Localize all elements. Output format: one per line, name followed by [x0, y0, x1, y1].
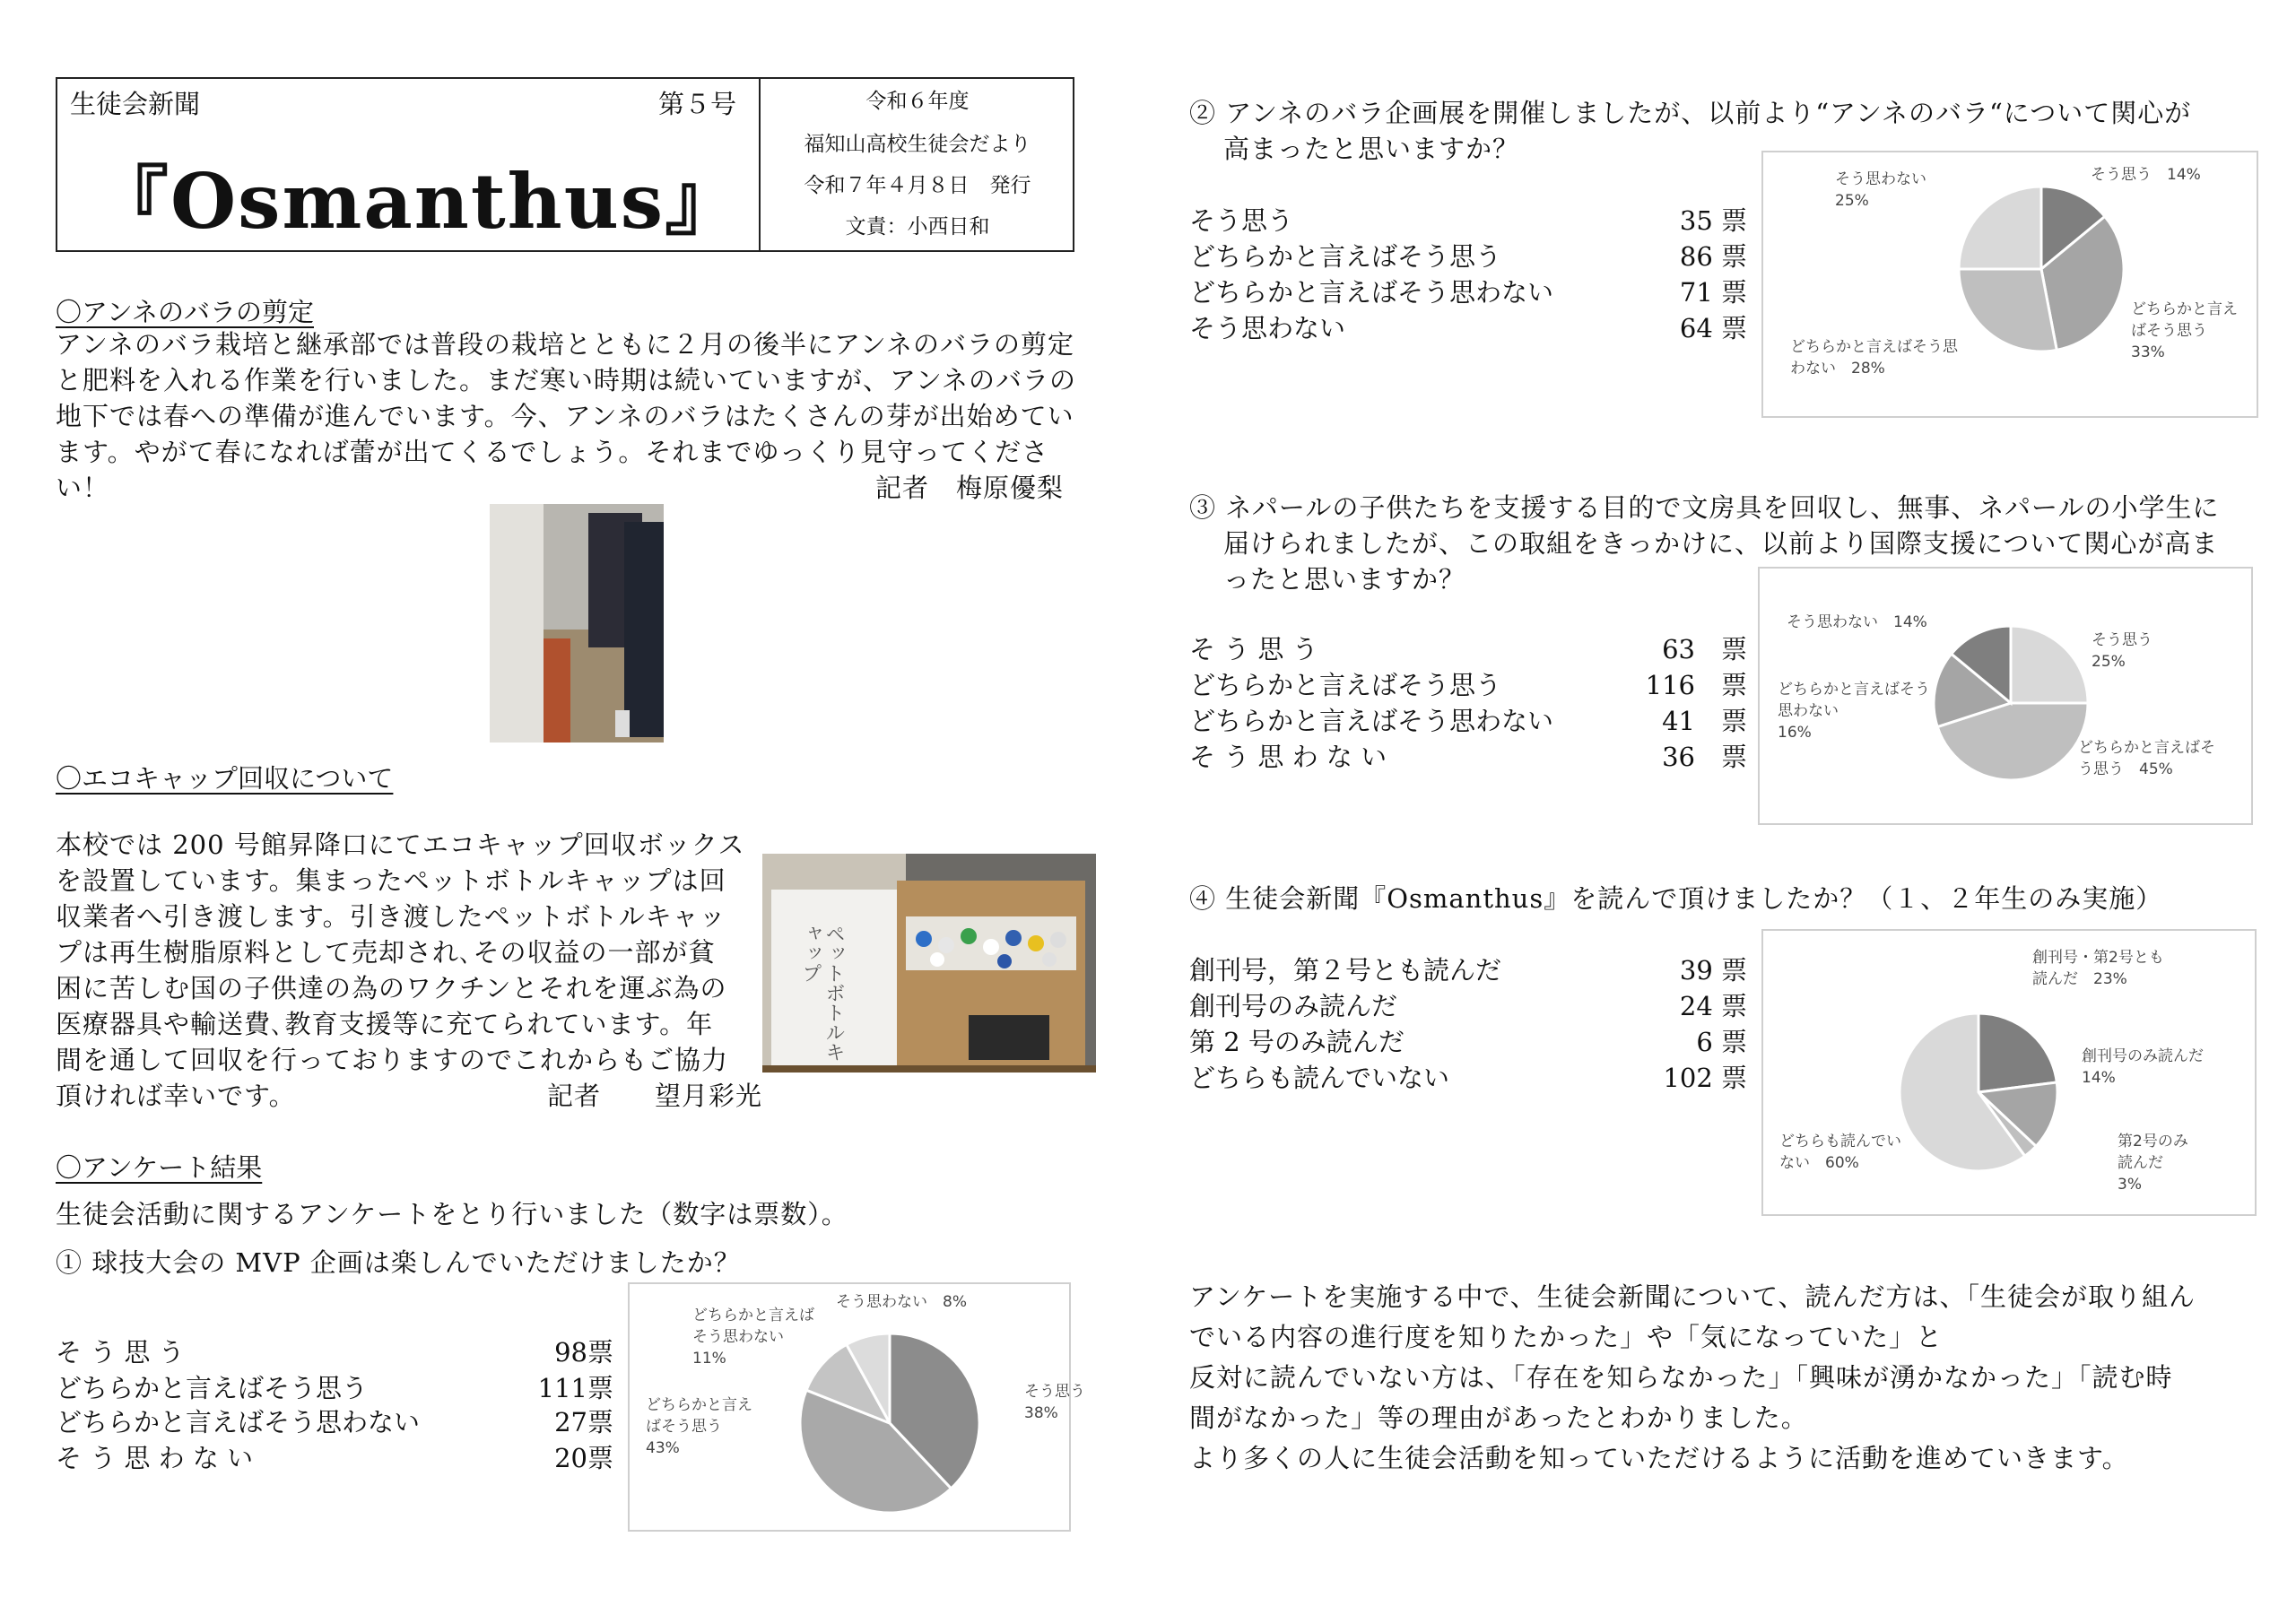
pie-slice-0 [2011, 626, 2088, 703]
pie-label-2: どちらかと言えばそう思わない 16% [1778, 681, 1930, 742]
q4-label-1: 創刊号のみ読んだ [1189, 991, 1398, 1021]
q3-chart [1758, 567, 2253, 825]
rose-photo-pruning [490, 504, 664, 743]
ecocap-line: 本校では 200 号館昇降口にてエコキャップ回収ボックス [56, 829, 745, 860]
ecocap-line: 医療器具や輸送費､教育支援等に充てられています。年 [56, 1009, 714, 1039]
q3-question-line: ③ ネパールの子供たちを支援する目的で文房具を回収し、無事、ネパールの小学生に [1189, 492, 2220, 523]
survey-heading: 〇アンケート結果 [56, 1152, 263, 1183]
q3-question-line: ったと思いますか？ [1223, 564, 1466, 595]
q1-pie [630, 1284, 1085, 1530]
q1-chart [628, 1282, 1085, 1532]
issue-number: 第５号 [658, 89, 737, 119]
q1-count-3: 20票 [554, 1443, 613, 1473]
q1-count-1: 111票 [537, 1373, 613, 1403]
q3-question-line: 届けられましたが、この取組をきっかけに、以前より国際支援について関心が高ま [1223, 528, 2219, 559]
q4-count-3: 102 票 [1663, 1063, 1747, 1093]
q3-count-1: 116 票 [1645, 670, 1747, 700]
q2-count-0: 35 票 [1679, 205, 1747, 236]
rose-line: と肥料を入れる作業を行いました。まだ寒い時期は続いていますが、アンネのバラの [56, 365, 1076, 395]
q2-count-2: 71 票 [1679, 277, 1747, 308]
masthead [56, 77, 1074, 252]
pie-label-0: そう思う 14% [2091, 166, 2201, 184]
conclusion-line: 反対に読んでいない方は、「存在を知らなかった」「興味が湧かなかった」「読む時 [1189, 1362, 2173, 1393]
q2-label-2: どちらかと言えばそう思わない [1189, 277, 1554, 308]
rose-line: 地下では春への準備が進んでいます。今、アンネのバラはたくさんの芽が出始めてい [56, 401, 1074, 431]
q2-chart [1761, 151, 2258, 418]
q3-count-0: 63 票 [1662, 634, 1747, 664]
survey-conclusion [1189, 1277, 2274, 1479]
conclusion-line: アンケートを実施する中で、生徒会新聞について、読んだ方は、「生徒会が取り組ん [1189, 1281, 2196, 1312]
masthead-author: 文責：小西日和 [845, 215, 990, 239]
conclusion-line: 間がなかった」等の理由があったとわかりました。 [1189, 1403, 1808, 1433]
q4-question: ④ 生徒会新聞『Osmanthus』を読んで頂けましたか？（１、２年生のみ実施） [1189, 883, 2163, 914]
ecocap-line: を設置しています。集まったペットボトルキャップは回 [56, 865, 726, 896]
q2-question-line: 高まったと思いますか？ [1223, 134, 1520, 164]
pie-label-3: そう思わない 25% [1835, 170, 1926, 210]
ecocap-heading: 〇エコキャップ回収について [56, 763, 394, 794]
q4-label-0: 創刊号，第２号とも読んだ [1189, 955, 1502, 986]
pie-label-2: どちらかと言えばそう思わない 28% [1790, 338, 1958, 378]
q2-label-3: そう思わない [1189, 313, 1346, 343]
conclusion-line: より多くの人に生徒会活動を知っていただけるように活動を進めていきます。 [1189, 1443, 2129, 1473]
pie-label-1: 創刊号のみ読んだ 14% [2082, 1047, 2204, 1087]
q3-label-1: どちらかと言えばそう思う [1189, 670, 1502, 700]
ecocap-body [56, 827, 764, 1114]
pie-label-2: 第2号のみ読んだ 3% [2118, 1133, 2188, 1194]
q3-label-0: そ う 思 う [1189, 634, 1318, 664]
q4-count-2: 6 票 [1696, 1027, 1747, 1057]
masthead-year: 令和６年度 [865, 90, 970, 113]
pie-label-0: そう思う 25% [2092, 631, 2152, 671]
q4-pie [1763, 931, 2255, 1214]
q4-chart [1761, 929, 2257, 1216]
q1-question: ① 球技大会の MVP 企画は楽しんでいただけましたか？ [56, 1247, 741, 1278]
q4-label-3: どちらも読んでいない [1189, 1063, 1450, 1093]
rose-line: い！ [56, 473, 110, 503]
rose-line: アンネのバラ栽培と継承部では普段の栽培とともに２月の後半にアンネのバラの剪定 [56, 329, 1074, 360]
q3-count-3: 36 票 [1662, 742, 1747, 772]
pie-label-1: どちらかと言えばそう思う 45% [2078, 739, 2215, 778]
masthead-date: 令和７年４月８日 発行 [804, 174, 1031, 197]
q1-label-3: そ う 思 わ な い [56, 1443, 254, 1473]
q1-label-2: どちらかと言えばそう思わない [56, 1407, 421, 1437]
ecocap-line: プは再生樹脂原料として売却され､その収益の一部が貧 [56, 937, 716, 968]
q3-count-2: 41 票 [1662, 706, 1747, 736]
conclusion-line: でいる内容の進行度を知りたかった」や「気になっていた」と [1189, 1322, 1944, 1352]
ecocap-line: 困に苦しむ国の子供達の為のワクチンとそれを運ぶ為の [56, 973, 727, 1003]
pie-label-2: どちらかと言えばそう思わない 11% [692, 1307, 814, 1368]
pie-label-3: どちらも読んでいない 60% [1779, 1133, 1901, 1172]
q1-count-0: 98票 [554, 1337, 613, 1368]
q3-label-3: そ う 思 わ な い [1189, 742, 1387, 772]
pie-slice-2 [1959, 269, 2057, 352]
q3-label-2: どちらかと言えばそう思わない [1189, 706, 1554, 736]
q4-label-2: 第 2 号のみ読んだ [1189, 1027, 1405, 1057]
pie-slice-3 [1959, 187, 2041, 269]
rose-photo-group [126, 504, 405, 692]
q3-pie [1760, 569, 2251, 823]
q2-label-1: どちらかと言えばそう思う [1189, 241, 1502, 272]
newspaper-title: 『Osmanthus』 [93, 157, 743, 246]
rose-reporter: 記者 梅原優梨 [875, 473, 1065, 503]
ecocap-photo [762, 854, 1096, 1073]
q1-label-0: そ う 思 う [56, 1337, 185, 1368]
q2-label-0: そう思う [1189, 205, 1294, 236]
ecocap-line: 収業者へ引き渡します。引き渡したペットボトルキャッ [56, 901, 726, 932]
q1-label-1: どちらかと言えばそう思う [56, 1373, 369, 1403]
pie-label-0: 創刊号・第2号とも読んだ 23% [2032, 949, 2164, 988]
ecocap-line: 頂ければ幸いです。 [56, 1081, 296, 1111]
pie-label-1: どちらかと言えばそう思う 43% [646, 1396, 752, 1457]
rose-heading: 〇アンネのバラの剪定 [56, 297, 314, 327]
ecocap-line: 間を通して回収を行っておりますのでこれからもご協力 [56, 1045, 729, 1075]
pie-label-3: そう思わない 8% [836, 1293, 967, 1311]
newspaper-label: 生徒会新聞 [70, 89, 201, 119]
pie-slice-0 [1979, 1013, 2057, 1092]
q4-count-1: 24 票 [1679, 991, 1747, 1021]
q1-count-2: 27票 [554, 1407, 613, 1437]
q2-count-1: 86 票 [1679, 241, 1747, 272]
rose-photo-student [775, 547, 1062, 741]
q2-question-line: ② アンネのバラ企画展を開催しましたが、以前より“アンネのバラ“について関心が [1189, 98, 2192, 128]
q2-pie [1763, 152, 2257, 416]
masthead-school: 福知山高校生徒会だより [804, 133, 1031, 156]
ecocap-box-label: ペットボトルキャップ [799, 924, 845, 1062]
q2-count-3: 64 票 [1679, 313, 1747, 343]
ecocap-reporter: 記者 望月彩光 [547, 1081, 763, 1111]
pie-label-0: そう思う 38% [1024, 1383, 1085, 1422]
pie-label-1: どちらかと言えばそう思う 33% [2131, 300, 2238, 361]
survey-intro: 生徒会活動に関するアンケートをとり行いました（数字は票数）。 [56, 1199, 848, 1229]
pie-label-3: そう思わない 14% [1787, 613, 1927, 631]
rose-line: ます。やがて春になれば蕾が出てくるでしょう。それまでゆっくり見守ってくださ [56, 437, 1049, 467]
q4-count-0: 39 票 [1679, 955, 1747, 986]
